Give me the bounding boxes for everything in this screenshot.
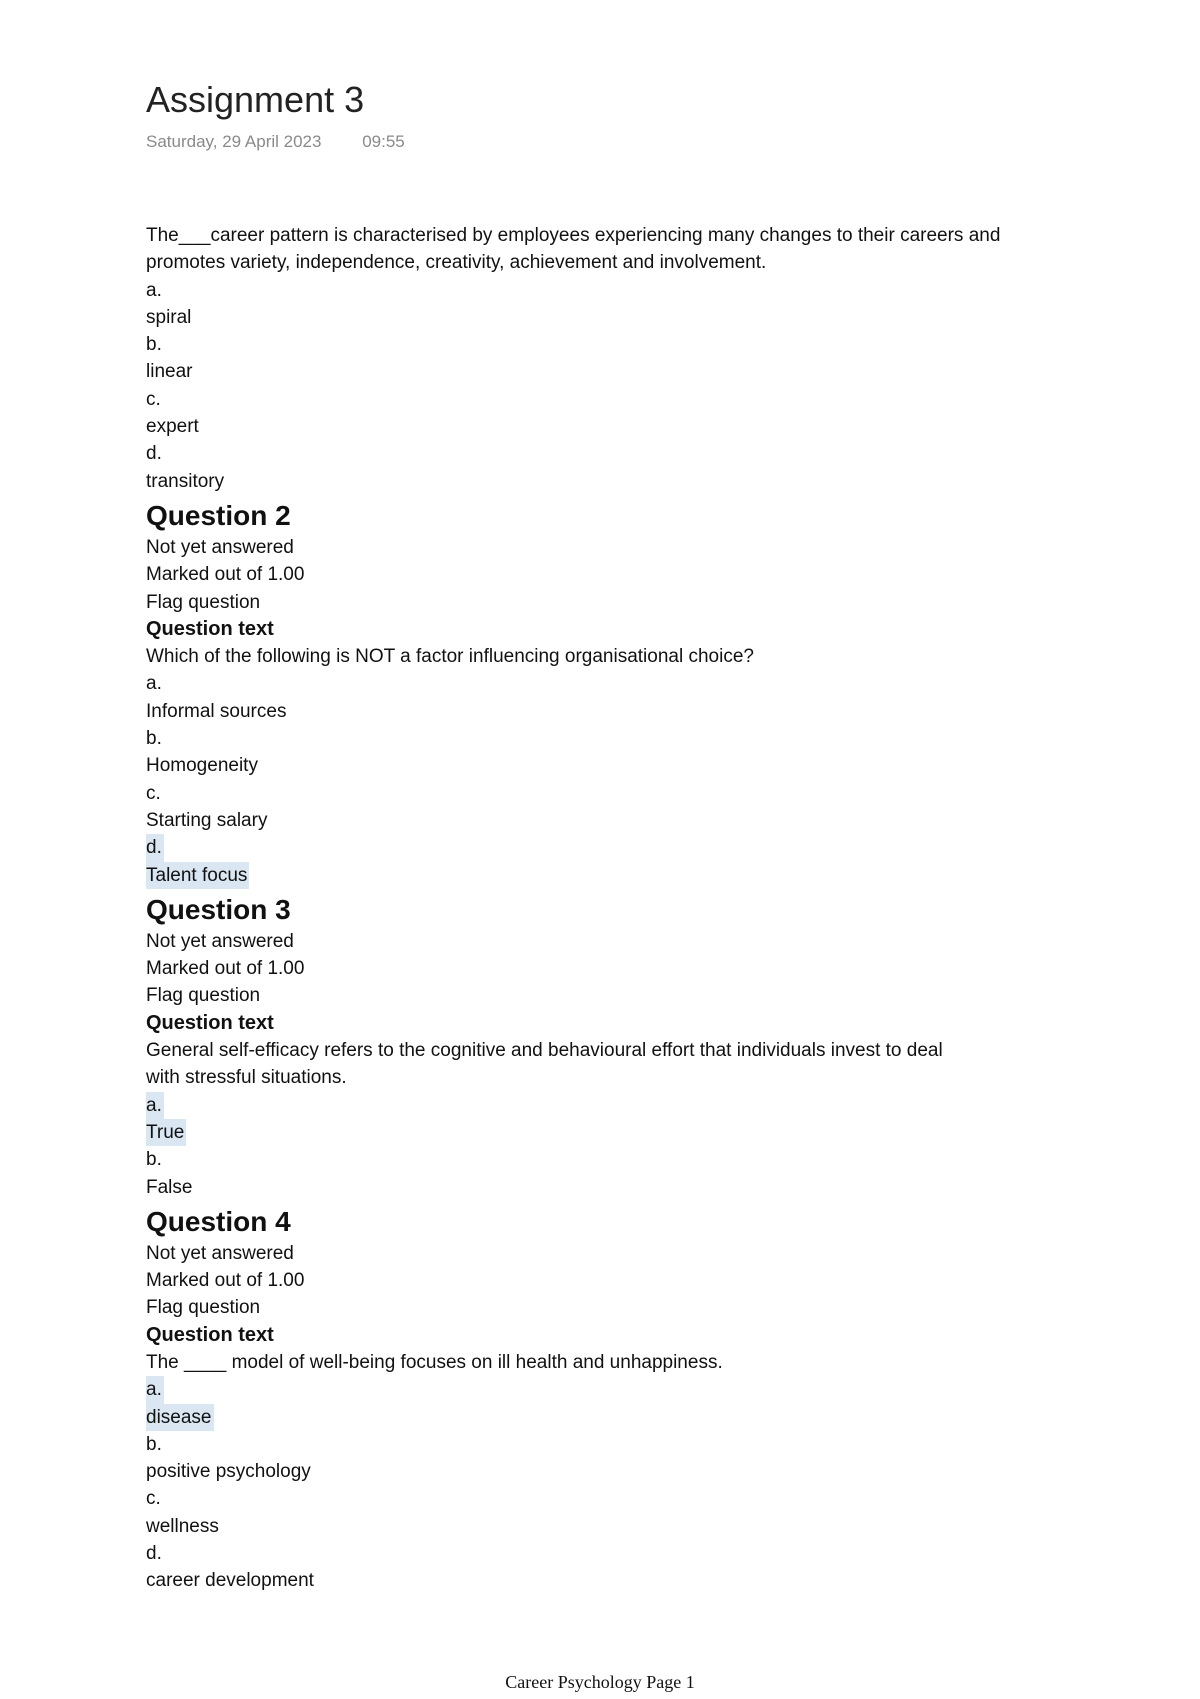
question-4: [146, 1205, 1106, 1595]
question-2: [146, 499, 1106, 889]
flag-question-link[interactable]: Flag question: [146, 1297, 261, 1319]
option-letter: d.: [146, 443, 162, 465]
option-text: Homogeneity: [146, 755, 258, 777]
question-3: [146, 893, 1106, 1201]
question-1: [146, 222, 1106, 495]
flag-question-link[interactable]: Flag question: [146, 591, 261, 613]
option-letter: b.: [146, 1433, 162, 1455]
option-letter: c.: [146, 388, 161, 410]
option-text-highlighted: True: [146, 1119, 186, 1146]
option-text: spiral: [146, 306, 192, 328]
option-letter: a.: [146, 279, 162, 301]
option-letter-highlighted: d.: [146, 834, 164, 861]
option-text: Starting salary: [146, 809, 268, 831]
question-1-text-line-1: The___career pattern is characterised by employees experiencing many changes to their careers and: [146, 225, 1001, 246]
option-text-highlighted: Talent focus: [146, 862, 249, 889]
question-status: Not yet answered: [146, 1242, 294, 1264]
page-time: 09:55: [362, 132, 405, 151]
option-text-highlighted: disease: [146, 1404, 214, 1431]
option-letter: d.: [146, 1543, 162, 1565]
flag-question-link[interactable]: Flag question: [146, 985, 261, 1007]
option-text: False: [146, 1176, 193, 1198]
question-4-text: The ____ model of well-being focuses on ill health and unhappiness.: [146, 1351, 723, 1373]
question-marks: Marked out of 1.00: [146, 1270, 305, 1292]
page-title: Assignment 3: [146, 79, 365, 120]
option-text: transitory: [146, 470, 225, 492]
question-text-label: Question text: [146, 617, 274, 640]
question-heading: Question 2: [146, 499, 291, 531]
question-text-label: Question text: [146, 1011, 274, 1034]
question-status: Not yet answered: [146, 930, 294, 952]
question-status: Not yet answered: [146, 536, 294, 558]
document-page: [146, 78, 1106, 1595]
page-meta: [146, 132, 1106, 152]
option-text: positive psychology: [146, 1461, 311, 1483]
page-date: Saturday, 29 April 2023: [146, 132, 322, 151]
option-text: wellness: [146, 1515, 219, 1537]
question-3-text-line-2: with stressful situations.: [146, 1067, 347, 1089]
question-1-text-line-2: promotes variety, independence, creativity, achievement and involvement.: [146, 252, 767, 274]
option-letter: b.: [146, 728, 162, 750]
option-letter-highlighted: a.: [146, 1092, 164, 1119]
option-text: Informal sources: [146, 700, 287, 722]
document-content: [146, 222, 1106, 1595]
option-letter: a.: [146, 673, 162, 695]
question-heading: Question 3: [146, 893, 291, 925]
option-text: linear: [146, 361, 193, 383]
question-text-label: Question text: [146, 1323, 274, 1346]
option-letter: b.: [146, 334, 162, 356]
question-heading: Question 4: [146, 1205, 291, 1237]
page-footer: Career Psychology Page 1: [505, 1672, 695, 1692]
option-letter: c.: [146, 782, 161, 804]
question-3-text-line-1: General self-efficacy refers to the cognitive and behavioural effort that individuals invest to deal: [146, 1040, 943, 1062]
option-letter: b.: [146, 1149, 162, 1171]
option-text: career development: [146, 1570, 314, 1592]
option-letter-highlighted: a.: [146, 1376, 164, 1403]
question-marks: Marked out of 1.00: [146, 958, 305, 980]
option-text: expert: [146, 416, 199, 438]
question-marks: Marked out of 1.00: [146, 564, 305, 586]
option-letter: c.: [146, 1488, 161, 1510]
question-2-text: Which of the following is NOT a factor influencing organisational choice?: [146, 646, 754, 668]
